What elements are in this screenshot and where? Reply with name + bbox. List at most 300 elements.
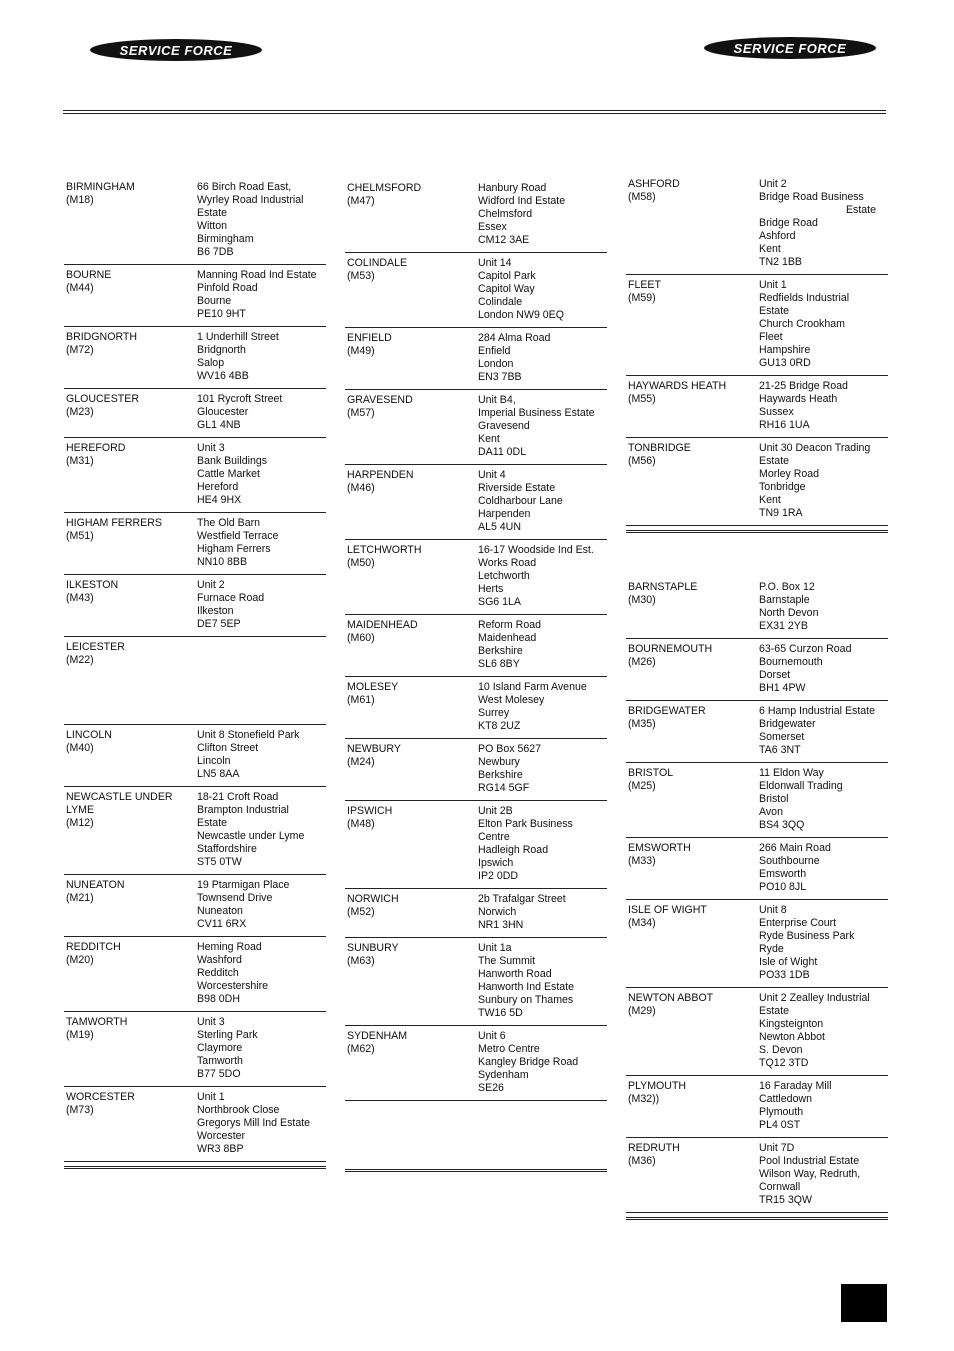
address-line: Avon — [759, 806, 783, 818]
address-line: Widford Ind Estate — [478, 195, 566, 207]
address-block — [197, 517, 324, 569]
address-line: P.O. Box 12 — [759, 581, 815, 593]
address-line: Coldharbour Lane — [478, 495, 563, 507]
address-line: 1 Underhill Street — [197, 331, 279, 343]
address-line: Unit 2 Zealley Industrial — [759, 992, 870, 1004]
address-line — [197, 654, 324, 667]
address-line: Bourne — [197, 295, 232, 307]
service-centre-entry — [345, 805, 607, 889]
service-centre-entry — [626, 767, 888, 838]
town-block — [628, 581, 759, 633]
address-block — [759, 1142, 886, 1207]
address-block — [197, 442, 324, 507]
town-block — [628, 279, 759, 370]
town-block — [66, 181, 197, 259]
centre-code: (M23) — [66, 406, 94, 418]
centre-code: (M21) — [66, 892, 94, 904]
service-centre-entry — [345, 544, 607, 615]
address-line: 16-17 Woodside Ind Est. — [478, 544, 594, 556]
town-block — [628, 1142, 759, 1207]
address-block — [759, 279, 886, 370]
address-line: RG14 5GF — [478, 782, 530, 794]
address-line: Kent — [759, 243, 781, 255]
address-line: Unit 8 Stonefield Park — [197, 729, 300, 741]
service-centre-entry — [64, 331, 326, 389]
centre-code: (M53) — [347, 270, 375, 282]
town-name: MAIDENHEAD — [347, 619, 418, 631]
address-line: Estate — [759, 455, 790, 467]
address-line: NN10 8BB — [197, 556, 248, 568]
service-centre-entry — [64, 579, 326, 637]
address-line: Capitol Way — [478, 283, 535, 295]
address-line: Hanworth Road — [478, 968, 552, 980]
address-line: KT8 2UZ — [478, 720, 521, 732]
address-line: Gloucester — [197, 406, 249, 418]
centre-code: (M57) — [347, 407, 375, 419]
service-centre-entry — [64, 181, 326, 265]
address-line: Hampshire — [759, 344, 811, 356]
address-line: Emsworth — [759, 868, 807, 880]
centre-code: (M12) — [66, 817, 94, 829]
town-name: ASHFORD — [628, 178, 680, 190]
address-line: Somerset — [759, 731, 805, 743]
town-name: REDRUTH — [628, 1142, 680, 1154]
town-block — [628, 767, 759, 832]
column-end-rule — [345, 1169, 607, 1172]
address-line: Riverside Estate — [478, 482, 556, 494]
address-line: Ashford — [759, 230, 796, 242]
address-line: Reform Road — [478, 619, 541, 631]
town-name: COLINDALE — [347, 257, 408, 269]
service-centre-entry — [626, 442, 888, 526]
address-line: IP2 0DD — [478, 870, 519, 882]
address-line: London — [478, 358, 514, 370]
address-line: 21-25 Bridge Road — [759, 380, 848, 392]
address-line: Gravesend — [478, 420, 530, 432]
address-line — [197, 706, 324, 719]
address-line: EX31 2YB — [759, 620, 808, 632]
town-name: HARPENDEN — [347, 469, 414, 481]
service-centre-entry — [626, 581, 888, 639]
address-block — [197, 791, 324, 869]
address-line: Unit 3 — [197, 442, 225, 454]
address-line: HE4 9HX — [197, 494, 242, 506]
address-line: Unit 6 — [478, 1030, 506, 1042]
address-line: B6 7DB — [197, 246, 234, 258]
address-block — [478, 257, 605, 322]
address-line — [197, 680, 324, 693]
town-block — [628, 705, 759, 757]
address-block — [197, 579, 324, 631]
address-block — [478, 394, 605, 459]
town-name: GRAVESEND — [347, 394, 413, 406]
address-block — [759, 178, 886, 269]
address-block — [478, 681, 605, 733]
service-centre-entry — [64, 393, 326, 438]
address-line: Hanworth Ind Estate — [478, 981, 574, 993]
town-name: WORCESTER — [66, 1091, 135, 1103]
address-line: 284 Alma Road — [478, 332, 551, 344]
address-line: 101 Rycroft Street — [197, 393, 283, 405]
service-centre-entry — [626, 1142, 888, 1213]
service-centre-entry — [64, 1016, 326, 1087]
town-block — [66, 393, 197, 432]
address-line: Ilkeston — [197, 605, 234, 617]
centre-code: (M62) — [347, 1043, 375, 1055]
address-line: Westfield Terrace — [197, 530, 279, 542]
address-block — [759, 767, 886, 832]
address-line: BS4 3QQ — [759, 819, 805, 831]
centre-code: (M51) — [66, 530, 94, 542]
town-block — [66, 269, 197, 321]
address-line: Newbury — [478, 756, 520, 768]
address-block — [759, 581, 886, 633]
town-block — [628, 380, 759, 432]
address-line: Church Crookham — [759, 318, 845, 330]
address-line: Bridgewater — [759, 718, 816, 730]
centre-code: (M59) — [628, 292, 656, 304]
centre-code: (M55) — [628, 393, 656, 405]
address-line: Ryde — [759, 943, 784, 955]
town-name: BIRMINGHAM — [66, 181, 135, 193]
address-line: Ryde Business Park — [759, 930, 855, 942]
address-line: Staffordshire — [197, 843, 257, 855]
address-line: Unit 1 — [197, 1091, 225, 1103]
address-line: Redfields Industrial — [759, 292, 850, 304]
address-line: Bridge Road Business — [759, 191, 864, 203]
town-name: REDDITCH — [66, 941, 121, 953]
address-line: Bridge Road — [759, 217, 818, 229]
centre-code: (M63) — [347, 955, 375, 967]
address-line: DE7 5EP — [197, 618, 241, 630]
address-line: Unit 3 — [197, 1016, 225, 1028]
address-line: S. Devon — [759, 1044, 803, 1056]
address-line: Dorset — [759, 669, 791, 681]
service-centre-entry — [626, 904, 888, 988]
address-line: Clifton Street — [197, 742, 259, 754]
address-line: Enterprise Court — [759, 917, 837, 929]
address-line — [197, 641, 324, 654]
address-line: Bristol — [759, 793, 789, 805]
town-name: NUNEATON — [66, 879, 125, 891]
town-name: BARNSTAPLE — [628, 581, 698, 593]
town-name: BOURNE — [66, 269, 112, 281]
address-line: EN3 7BB — [478, 371, 522, 383]
centre-code: (M49) — [347, 345, 375, 357]
address-line: Hadleigh Road — [478, 844, 549, 856]
service-force-logo — [704, 37, 876, 59]
address-line: Sterling Park — [197, 1029, 258, 1041]
address-line: SG6 1LA — [478, 596, 521, 608]
town-block — [66, 1091, 197, 1156]
address-block — [478, 1030, 605, 1095]
address-block — [478, 182, 605, 247]
service-centre-entry — [345, 619, 607, 677]
address-line: Newton Abbot — [759, 1031, 825, 1043]
centre-code: (M72) — [66, 344, 94, 356]
address-line: PE10 9HT — [197, 308, 246, 320]
town-name: EMSWORTH — [628, 842, 691, 854]
address-line: Wilson Way, Redruth, — [759, 1168, 861, 1180]
address-line: Capitol Park — [478, 270, 536, 282]
address-line: London NW9 0EQ — [478, 309, 564, 321]
address-line: Southbourne — [759, 855, 820, 867]
service-force-logo — [90, 39, 262, 61]
address-line: Estate — [197, 207, 228, 219]
town-block — [347, 182, 478, 247]
column-south-west — [626, 581, 888, 1220]
town-name: CHELMSFORD — [347, 182, 422, 194]
town-name: NEWBURY — [347, 743, 401, 755]
address-line: Maidenhead — [478, 632, 537, 644]
centre-code: (M20) — [66, 954, 94, 966]
centre-code: (M36) — [628, 1155, 656, 1167]
address-line: Heming Road — [197, 941, 262, 953]
address-line: Berkshire — [478, 769, 523, 781]
centre-code: (M19) — [66, 1029, 94, 1041]
address-line: Unit 14 — [478, 257, 512, 269]
address-block — [759, 643, 886, 695]
address-line: Barnstaple — [759, 594, 810, 606]
town-block — [66, 641, 197, 719]
address-block — [759, 842, 886, 894]
address-line: TQ12 3TD — [759, 1057, 809, 1069]
address-line: BH1 4PW — [759, 682, 806, 694]
address-line: 66 Birch Road East, — [197, 181, 292, 193]
address-block — [478, 544, 605, 609]
address-line: TW16 5D — [478, 1007, 523, 1019]
town-name: LETCHWORTH — [347, 544, 422, 556]
address-line: Furnace Road — [197, 592, 265, 604]
column-end-rule — [626, 1217, 888, 1220]
address-line: Works Road — [478, 557, 537, 569]
address-line: Salop — [197, 357, 225, 369]
address-line: 6 Hamp Industrial Estate — [759, 705, 875, 717]
address-line: Hereford — [197, 481, 239, 493]
town-block — [347, 332, 478, 384]
column-end-rule — [626, 530, 888, 533]
town-name: BRISTOL — [628, 767, 674, 779]
logo-text: SERVICE FORCE — [733, 40, 847, 56]
address-line: SE26 — [478, 1082, 504, 1094]
address-line: Redditch — [197, 967, 239, 979]
address-block — [759, 992, 886, 1070]
address-line: GU13 0RD — [759, 357, 811, 369]
address-line: CV11 6RX — [197, 918, 247, 930]
address-line: Pool Industrial Estate — [759, 1155, 860, 1167]
address-line: B98 0DH — [197, 993, 240, 1005]
address-block — [478, 469, 605, 534]
address-line: CM12 3AE — [478, 234, 530, 246]
centre-code: (M52) — [347, 906, 375, 918]
address-line: Witton — [197, 220, 228, 232]
address-line: Sunbury on Thames — [478, 994, 574, 1006]
address-line: Cattle Market — [197, 468, 260, 480]
town-block — [628, 442, 759, 520]
town-name: TONBRIDGE — [628, 442, 691, 454]
header-rule — [63, 113, 886, 114]
address-line: Elton Park Business — [478, 818, 573, 830]
service-centre-entry — [345, 893, 607, 938]
address-line: Unit 1a — [478, 942, 512, 954]
address-line: Kent — [759, 494, 781, 506]
address-line: 19 Ptarmigan Place — [197, 879, 290, 891]
address-line: Wyrley Road Industrial — [197, 194, 304, 206]
centre-code: (M18) — [66, 194, 94, 206]
address-line: Eldonwall Trading — [759, 780, 843, 792]
address-line: Birmingham — [197, 233, 254, 245]
centre-code: (M40) — [66, 742, 94, 754]
address-block — [478, 893, 605, 932]
address-line: Colindale — [478, 296, 523, 308]
town-name: ILKESTON — [66, 579, 119, 591]
service-centre-entry — [345, 394, 607, 465]
address-line: B77 5DO — [197, 1068, 241, 1080]
address-line: Isle of Wight — [759, 956, 818, 968]
address-line: Surrey — [478, 707, 510, 719]
address-block — [197, 393, 324, 432]
address-line: 11 Eldon Way — [759, 767, 824, 779]
town-block — [66, 517, 197, 569]
address-line: 266 Main Road — [759, 842, 831, 854]
service-centre-entry — [64, 729, 326, 787]
town-name: ENFIELD — [347, 332, 392, 344]
address-line: Claymore — [197, 1042, 243, 1054]
address-line: Washford — [197, 954, 242, 966]
address-line: Pinfold Road — [197, 282, 258, 294]
service-centre-entry — [64, 641, 326, 725]
address-line: Newcastle under Lyme — [197, 830, 305, 842]
address-line: Metro Centre — [478, 1043, 540, 1055]
address-block — [759, 380, 886, 432]
address-line: Estate — [845, 204, 876, 216]
service-centre-entry — [64, 517, 326, 575]
address-line: Bank Buildings — [197, 455, 268, 467]
address-line: DA11 0DL — [478, 446, 527, 458]
address-line: Fleet — [759, 331, 783, 343]
town-name: ISLE OF WIGHT — [628, 904, 707, 916]
service-centre-entry — [626, 992, 888, 1076]
town-block — [347, 942, 478, 1020]
address-line: PL4 0ST — [759, 1119, 801, 1131]
address-line: TN9 1RA — [759, 507, 803, 519]
town-block — [347, 681, 478, 733]
address-line: Plymouth — [759, 1106, 804, 1118]
address-block — [197, 641, 324, 719]
town-block — [66, 442, 197, 507]
address-line: Unit 7D — [759, 1142, 795, 1154]
service-centre-entry — [345, 469, 607, 540]
address-line: Worcestershire — [197, 980, 269, 992]
address-line: 16 Faraday Mill — [759, 1080, 832, 1092]
town-block — [66, 879, 197, 931]
address-line: Manning Road Ind Estate — [197, 269, 317, 281]
town-block — [628, 178, 759, 269]
centre-code: (M58) — [628, 191, 656, 203]
centre-code: (M43) — [66, 592, 94, 604]
address-line: Haywards Heath — [759, 393, 838, 405]
address-line: 63-65 Curzon Road — [759, 643, 852, 655]
town-block — [66, 579, 197, 631]
address-block — [759, 442, 886, 520]
address-line: Townsend Drive — [197, 892, 273, 904]
address-block — [478, 619, 605, 671]
centre-code: (M29) — [628, 1005, 656, 1017]
address-line: Nuneaton — [197, 905, 243, 917]
centre-code: (M44) — [66, 282, 94, 294]
town-name: LINCOLN — [66, 729, 112, 741]
service-centre-entry — [626, 380, 888, 438]
address-line: Bournemouth — [759, 656, 823, 668]
town-block — [66, 331, 197, 383]
centre-code: (M33) — [628, 855, 656, 867]
centre-code: (M35) — [628, 718, 656, 730]
town-name: FLEET — [628, 279, 661, 291]
town-name: NEWCASTLE UNDER LYME — [66, 791, 173, 816]
service-centre-entry — [345, 332, 607, 390]
town-name: BRIDGEWATER — [628, 705, 706, 717]
town-name: SYDENHAM — [347, 1030, 408, 1042]
address-line: Unit 8 — [759, 904, 787, 916]
town-block — [66, 729, 197, 781]
service-centre-entry — [626, 643, 888, 701]
town-block — [347, 619, 478, 671]
town-block — [628, 992, 759, 1070]
town-block — [347, 544, 478, 609]
address-line: Norwich — [478, 906, 517, 918]
address-block — [478, 805, 605, 883]
address-line: Northbrook Close — [197, 1104, 280, 1116]
address-block — [197, 879, 324, 931]
address-block — [197, 269, 324, 321]
address-line: North Devon — [759, 607, 819, 619]
town-block — [66, 941, 197, 1006]
address-line: PO Box 5627 — [478, 743, 542, 755]
town-block — [347, 805, 478, 883]
address-line: TR15 3QW — [759, 1194, 812, 1206]
column-end-rule — [64, 1166, 326, 1169]
service-centre-entry — [64, 941, 326, 1012]
address-line: Worcester — [197, 1130, 246, 1142]
address-block — [197, 181, 324, 259]
town-block — [347, 469, 478, 534]
town-name: HIGHAM FERRERS — [66, 517, 162, 529]
address-line: Kangley Bridge Road — [478, 1056, 579, 1068]
town-block — [347, 394, 478, 459]
address-line: Brampton Industrial — [197, 804, 289, 816]
town-name: TAMWORTH — [66, 1016, 128, 1028]
address-line — [197, 693, 324, 706]
address-line: Imperial Business Estate — [478, 407, 595, 419]
address-line: Sydenham — [478, 1069, 529, 1081]
service-centre-entry — [64, 1091, 326, 1162]
town-block — [628, 904, 759, 982]
centre-code: (M60) — [347, 632, 375, 644]
service-centre-entry — [64, 269, 326, 327]
address-line: Cattledown — [759, 1093, 812, 1105]
town-name: LEICESTER — [66, 641, 125, 653]
address-line: Unit B4, — [478, 394, 516, 406]
town-block — [628, 643, 759, 695]
town-name: NEWTON ABBOT — [628, 992, 714, 1004]
address-line — [197, 667, 324, 680]
address-line: Gregorys Mill Ind Estate — [197, 1117, 311, 1129]
address-line: Kent — [478, 433, 500, 445]
town-block — [347, 1030, 478, 1095]
service-centre-entry — [345, 681, 607, 739]
address-line: Unit 2 — [197, 579, 225, 591]
service-centre-entry — [626, 842, 888, 900]
